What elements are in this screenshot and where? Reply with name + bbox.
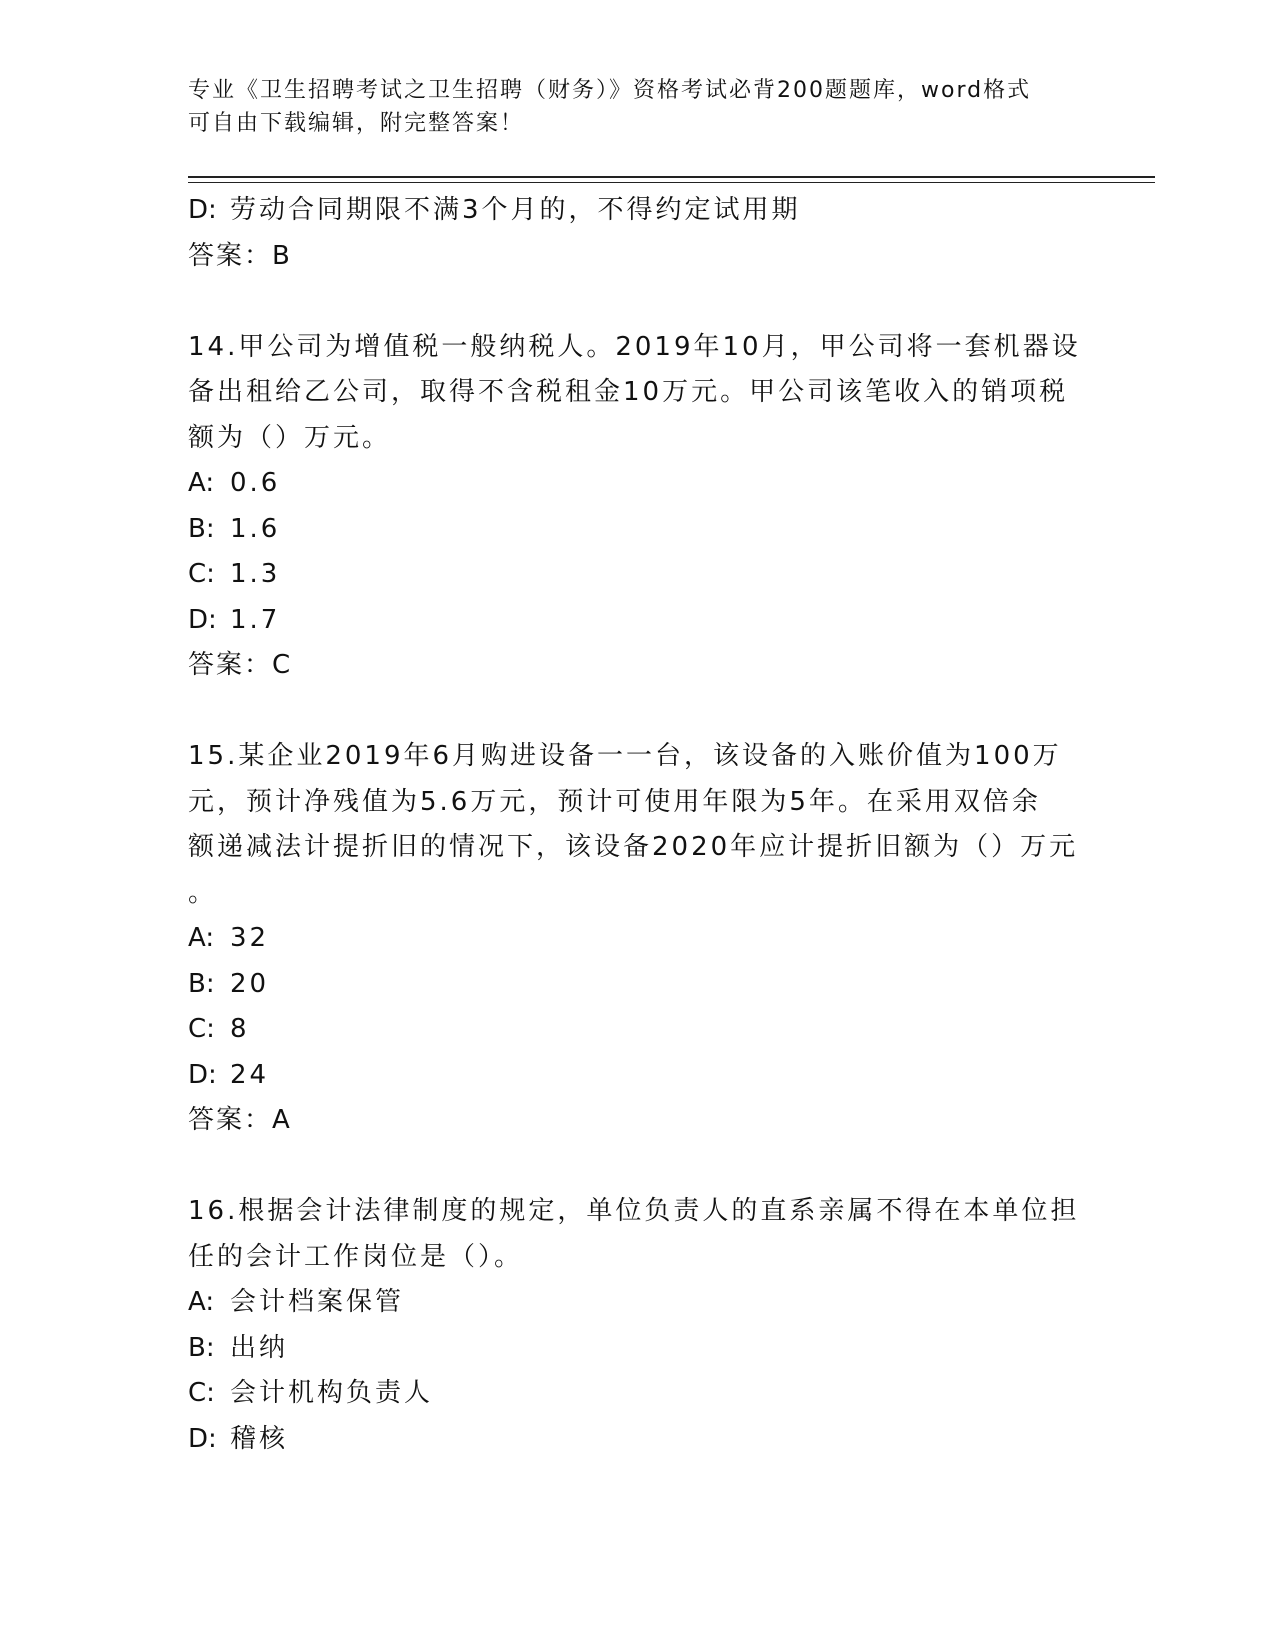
option-label: B:: [188, 968, 215, 999]
header-title-line-2: 可自由下载编辑，附完整答案！: [188, 111, 525, 136]
q16-stem-line-2: 任的会计工作岗位是（）。: [188, 1241, 524, 1272]
q15-option-c: [188, 1007, 1088, 1053]
option-text: 1.7: [230, 604, 281, 635]
option-label: D:: [188, 604, 217, 635]
option-text: 出纳: [230, 1332, 289, 1363]
option-label: C:: [188, 1014, 215, 1044]
q15-stem-line-4: 。: [188, 877, 218, 908]
header-title-line-1: 专业《卫生招聘考试之卫生招聘（财务）》资格考试必背200题题库，word格式: [188, 78, 1032, 103]
option-text: 24: [230, 1059, 270, 1090]
q14-answer: 答案：C: [188, 650, 293, 680]
q16-stem-line-1: 16.根据会计法律制度的规定，单位负责人的直系亲属不得在本单位担: [188, 1196, 1080, 1226]
option-text: 稽核: [230, 1423, 289, 1454]
option-label: D:: [188, 1059, 217, 1090]
q15-stem-line-1: 15.某企业2019年6月购进设备一一台，该设备的入账价值为100万: [188, 741, 1062, 771]
prev-answer: 答案：B: [188, 240, 292, 271]
option-label: B:: [188, 513, 215, 544]
option-label: A:: [188, 923, 215, 953]
header-divider-thin: [188, 182, 1155, 183]
q14-option-a: [188, 461, 1088, 507]
spacer: [188, 279, 1088, 325]
option-text: 1.3: [230, 559, 281, 589]
q14-stem-line-3: 额为（）万元。: [188, 422, 392, 453]
q14-option-c: [188, 552, 1088, 598]
q16-option-a: [188, 1280, 1088, 1326]
option-text: 20: [230, 968, 270, 999]
option-label: A:: [188, 1287, 215, 1317]
option-label: A:: [188, 468, 215, 498]
option-label: B:: [188, 1332, 215, 1363]
spacer: [188, 689, 1088, 735]
q15-option-a: [188, 916, 1088, 962]
q16-option-d: [188, 1417, 1088, 1463]
option-label: C:: [188, 559, 215, 589]
option-label: D:: [188, 1423, 217, 1454]
header-divider-thick: [188, 176, 1155, 178]
option-text: 32: [230, 923, 270, 953]
q14-stem-line-1: 14.甲公司为增值税一般纳税人。2019年10月，甲公司将一套机器设: [188, 331, 1081, 362]
q16-option-c: [188, 1371, 1088, 1417]
q14-option-b: [188, 507, 1088, 553]
option-text: 8: [230, 1014, 250, 1044]
q15-stem-line-3: 额递减法计提折旧的情况下，该设备2020年应计提折旧额为（）万元: [188, 832, 1079, 862]
q15-answer: 答案：A: [188, 1105, 292, 1135]
prev-option-d: [188, 188, 1088, 234]
question-content: [188, 188, 1088, 1462]
option-text: 会计机构负责人: [230, 1378, 434, 1408]
q15-option-d: [188, 1053, 1088, 1099]
spacer: [188, 1144, 1088, 1190]
page-header: [188, 74, 1088, 140]
option-text: 1.6: [230, 513, 281, 544]
option-label: D:: [188, 195, 217, 225]
option-text: 劳动合同期限不满3个月的，不得约定试用期: [230, 195, 801, 225]
option-text: 0.6: [230, 468, 281, 498]
q14-stem-line-2: 备出租给乙公司，取得不含税租金10万元。甲公司该笔收入的销项税: [188, 377, 1069, 407]
option-text: 会计档案保管: [230, 1287, 405, 1317]
q15-stem-line-2: 元，预计净残值为5.6万元，预计可使用年限为5年。在采用双倍余: [188, 786, 1041, 817]
q14-option-d: [188, 598, 1088, 644]
q15-option-b: [188, 962, 1088, 1008]
q16-option-b: [188, 1326, 1088, 1372]
option-label: C:: [188, 1378, 215, 1408]
